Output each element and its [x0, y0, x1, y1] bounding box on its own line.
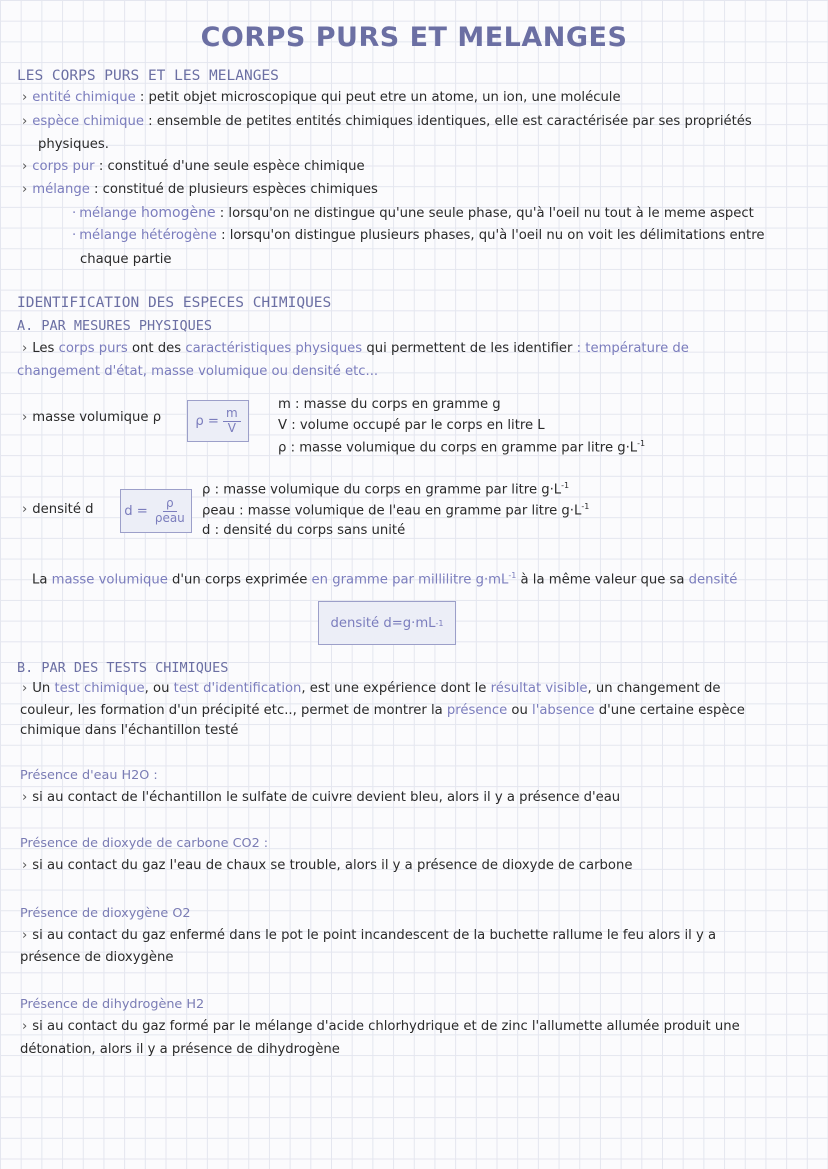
note-masse-volumique: La masse volumique d'un corps exprimée en gramme par millilitre $g\cdot mL^{-1}$ à la même valeur que sa densité [32, 571, 738, 588]
paragraph-tests-intro-2: couleur, les formation d'un précipité etc.., permet de montrer la présence ou l'absence d'une certaine espèce [20, 703, 745, 718]
sublist-item-heterogene-cont: chaque partie [80, 252, 172, 267]
test-title-co2: Présence de dioxyde de carbone CO2 : [20, 836, 269, 851]
test-text-eau: › si au contact de l'échantillon le sulfate de cuivre devient bleu, alors il y a présence d'eau [22, 790, 621, 805]
subsection-heading-mesures: A. PAR MESURES PHYSIQUES [17, 318, 213, 334]
paragraph-tests-intro-3: chimique dans l'échantillon testé [20, 723, 239, 738]
dot-icon: · [72, 206, 77, 221]
list-item-espece-cont: physiques. [38, 137, 109, 152]
paragraph-intro-mesures-cont: changement d'état, masse volumique ou densité etc... [17, 364, 379, 379]
test-text-o2-cont: présence de dioxygène [20, 950, 174, 965]
chevron-right-icon: › [22, 114, 28, 129]
chevron-right-icon: › [22, 410, 28, 425]
def-v: V : volume occupé par le corps en litre L [278, 418, 545, 433]
def-d-rho: ρ : masse volumique du corps en gramme par litre $g\cdot L^{-1}$ [202, 481, 570, 498]
formula-label-masse-volumique: › masse volumique ρ [22, 410, 162, 425]
note-formula-box: densité d=g·mL -1 [318, 601, 456, 645]
page-title: CORPS PURS ET MELANGES [200, 22, 628, 53]
test-text-h2: › si au contact du gaz formé par le mélange d'acide chlorhydrique et de zinc l'allumette allumée produit une [22, 1019, 740, 1034]
chevron-right-icon: › [22, 90, 28, 105]
chevron-right-icon: › [22, 928, 28, 943]
def-rho: ρ : masse volumique du corps en gramme par litre $g\cdot L^{-1}$ [278, 439, 646, 456]
chevron-right-icon: › [22, 790, 28, 805]
list-item-corps-pur: › corps pur : constitué d'une seule espèce chimique [22, 159, 365, 174]
chevron-right-icon: › [22, 502, 28, 517]
list-item-espece: › espèce chimique : ensemble de petites entités chimiques identiques, elle est caractérisée par ses propriétés [22, 114, 752, 129]
formula-label-densite: › densité d [22, 502, 94, 517]
chevron-right-icon: › [22, 341, 28, 356]
chevron-right-icon: › [22, 858, 28, 873]
def-d-rhoeau: ρeau : masse volumique de l'eau en gramme par litre $g\cdot L^{-1}$ [202, 502, 590, 519]
formula-box-masse-volumique: ρ = $\frac{m}{V}$ [187, 400, 249, 442]
chevron-right-icon: › [22, 182, 28, 197]
test-title-eau: Présence d'eau H2O : [20, 768, 158, 783]
def-d-d: d : densité du corps sans unité [202, 523, 406, 538]
list-item-entite: › entité chimique : petit objet microscopique qui peut etre un atome, un ion, une molécule [22, 90, 621, 105]
chevron-right-icon: › [22, 1019, 28, 1034]
sublist-item-heterogene: · mélange hétérogène : lorsqu'on distingue plusieurs phases, qu'à l'oeil nu on voit les délimitations entre [72, 228, 765, 243]
paragraph-tests-intro: › Un test chimique, ou test d'identification, est une expérience dont le résultat visible, un changement de [22, 681, 721, 696]
test-text-co2: › si au contact du gaz l'eau de chaux se trouble, alors il y a présence de dioxyde de carbone [22, 858, 633, 873]
paragraph-intro-mesures: › Les corps purs ont des caractéristiques physiques qui permettent de les identifier : température de [22, 341, 689, 356]
chevron-right-icon: › [22, 159, 28, 174]
test-text-h2-cont: détonation, alors il y a présence de dihydrogène [20, 1042, 340, 1057]
section-heading-corps-purs: LES CORPS PURS ET LES MELANGES [17, 68, 279, 84]
def-m: m : masse du corps en gramme g [278, 397, 501, 412]
dot-icon: · [72, 228, 77, 243]
chevron-right-icon: › [22, 681, 28, 696]
formula-box-densite: d = $\frac{\rho}{\text{ρeau}}$ [120, 489, 192, 533]
section-heading-identification: IDENTIFICATION DES ESPECES CHIMIQUES [17, 295, 332, 311]
sublist-item-homogene: · mélange homogène : lorsqu'on ne distingue qu'une seule phase, qu'à l'oeil nu tout à le meme aspect [72, 205, 754, 221]
subsection-heading-tests: B. PAR DES TESTS CHIMIQUES [17, 660, 229, 676]
test-title-h2: Présence de dihydrogène H2 [20, 997, 205, 1012]
test-title-o2: Présence de dioxygène O2 [20, 906, 191, 921]
list-item-melange: › mélange : constitué de plusieurs espèces chimiques [22, 182, 378, 197]
test-text-o2: › si au contact du gaz enfermé dans le pot le point incandescent de la buchette rallume le feu alors il y a [22, 928, 717, 943]
